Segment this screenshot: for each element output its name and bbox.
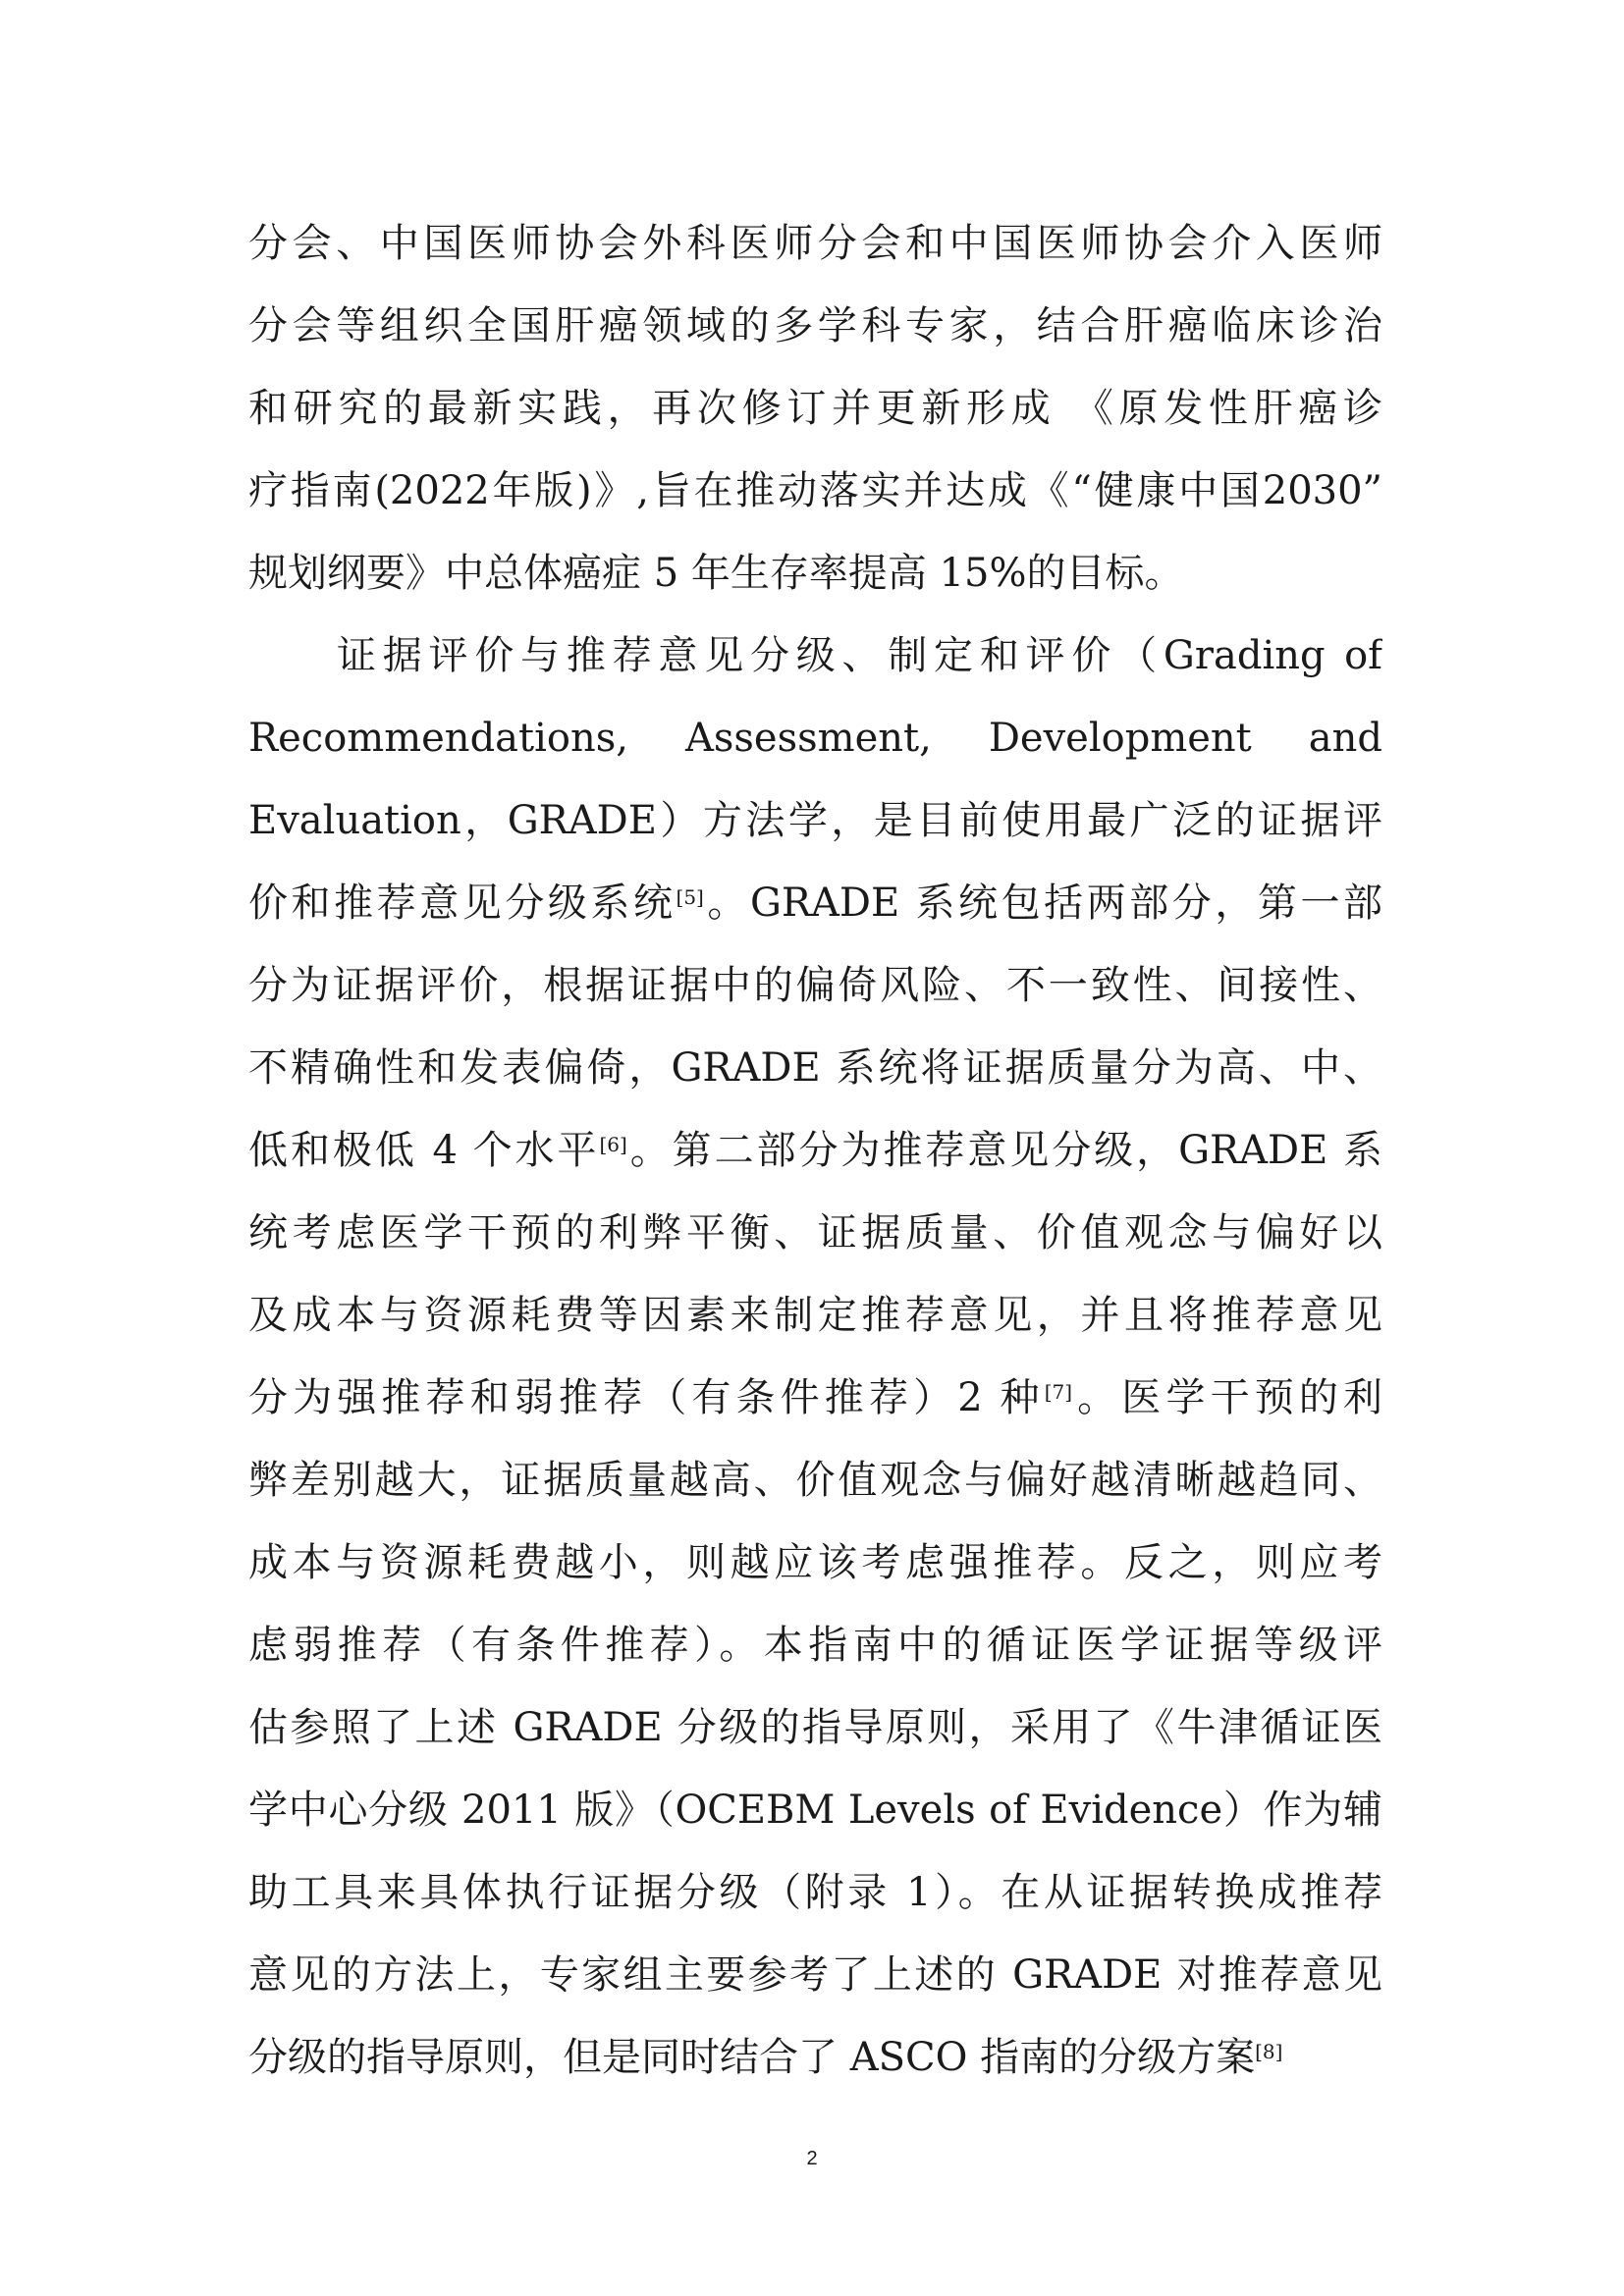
text-segment: 。医学干预的利 xyxy=(1072,1375,1382,1420)
text-line xyxy=(248,1357,1382,1439)
citation-ref: [5] xyxy=(676,885,704,909)
text-line: 助工具来具体执行证据分级（附录 1）。在从证据转换成推荐 xyxy=(248,1870,1382,1915)
text-segment: 。GRADE 系统包括两部分，第一部 xyxy=(703,881,1382,926)
citation-ref: [7] xyxy=(1044,1380,1073,1404)
text-segment: 低和极低 4 个水平 xyxy=(248,1128,600,1173)
text-segment: 。第二部分为推荐意见分级，GRADE 系 xyxy=(626,1128,1382,1173)
text-line: 分会、中国医师协会外科医师分会和中国医师协会介入医师 xyxy=(248,221,1382,266)
text-segment: 分级的指导原则，但是同时结合了 ASCO 指南的分级方案 xyxy=(248,2035,1256,2080)
text-line: 虑弱推荐（有条件推荐）。本指南中的循证医学证据等级评 xyxy=(248,1623,1382,1668)
text-line: 分会等组织全国肝癌领域的多学科专家，结合肝癌临床诊治 xyxy=(248,303,1382,348)
text-line: 估参照了上述 GRADE 分级的指导原则，采用了《牛津循证医 xyxy=(248,1705,1382,1750)
text-line: Recommendations, Assessment, Development and xyxy=(248,716,1382,761)
text-line: 及成本与资源耗费等因素来制定推荐意见，并且将推荐意见 xyxy=(248,1293,1382,1338)
text-line: 疗指南(2022年版)》,旨在推动落实并达成《“健康中国2030” xyxy=(248,468,1382,513)
text-segment: 价和推荐意见分级系统 xyxy=(248,881,677,926)
text-line: 分为证据评价，根据证据中的偏倚风险、不一致性、间接性、 xyxy=(248,963,1382,1008)
text-line: 不精确性和发表偏倚，GRADE 系统将证据质量分为高、中、 xyxy=(248,1045,1382,1091)
text-line: 统考虑医学干预的利弊平衡、证据质量、价值观念与偏好以 xyxy=(248,1210,1382,1255)
text-line: 规划纲要》中总体癌症 5 年生存率提高 15%的目标。 xyxy=(248,551,1184,596)
page-number: 2 xyxy=(806,2148,818,2169)
text-line: 证据评价与推荐意见分级、制定和评价（Grading of xyxy=(337,633,1382,678)
text-line xyxy=(248,2016,1382,2099)
text-line: 和研究的最新实践，再次修订并更新形成 《原发性肝癌诊 xyxy=(248,386,1382,431)
text-segment: 分为强推荐和弱推荐（有条件推荐）2 种 xyxy=(248,1375,1045,1420)
text-line: 成本与资源耗费越小，则越应该考虑强推荐。反之，则应考 xyxy=(248,1540,1382,1585)
citation-ref: [6] xyxy=(599,1133,627,1156)
text-line xyxy=(248,862,1382,944)
text-line: 学中心分级 2011 版》（OCEBM Levels of Evidence）作为辅 xyxy=(248,1788,1382,1833)
text-line: 意见的方法上，专家组主要参考了上述的 GRADE 对推荐意见 xyxy=(248,1952,1382,1998)
text-line: 弊差别越大，证据质量越高、价值观念与偏好越清晰越趋同、 xyxy=(248,1458,1382,1503)
text-line: Evaluation，GRADE）方法学，是目前使用最广泛的证据评 xyxy=(248,798,1382,843)
text-line xyxy=(248,1109,1382,1192)
citation-ref: [8] xyxy=(1255,2040,1283,2063)
